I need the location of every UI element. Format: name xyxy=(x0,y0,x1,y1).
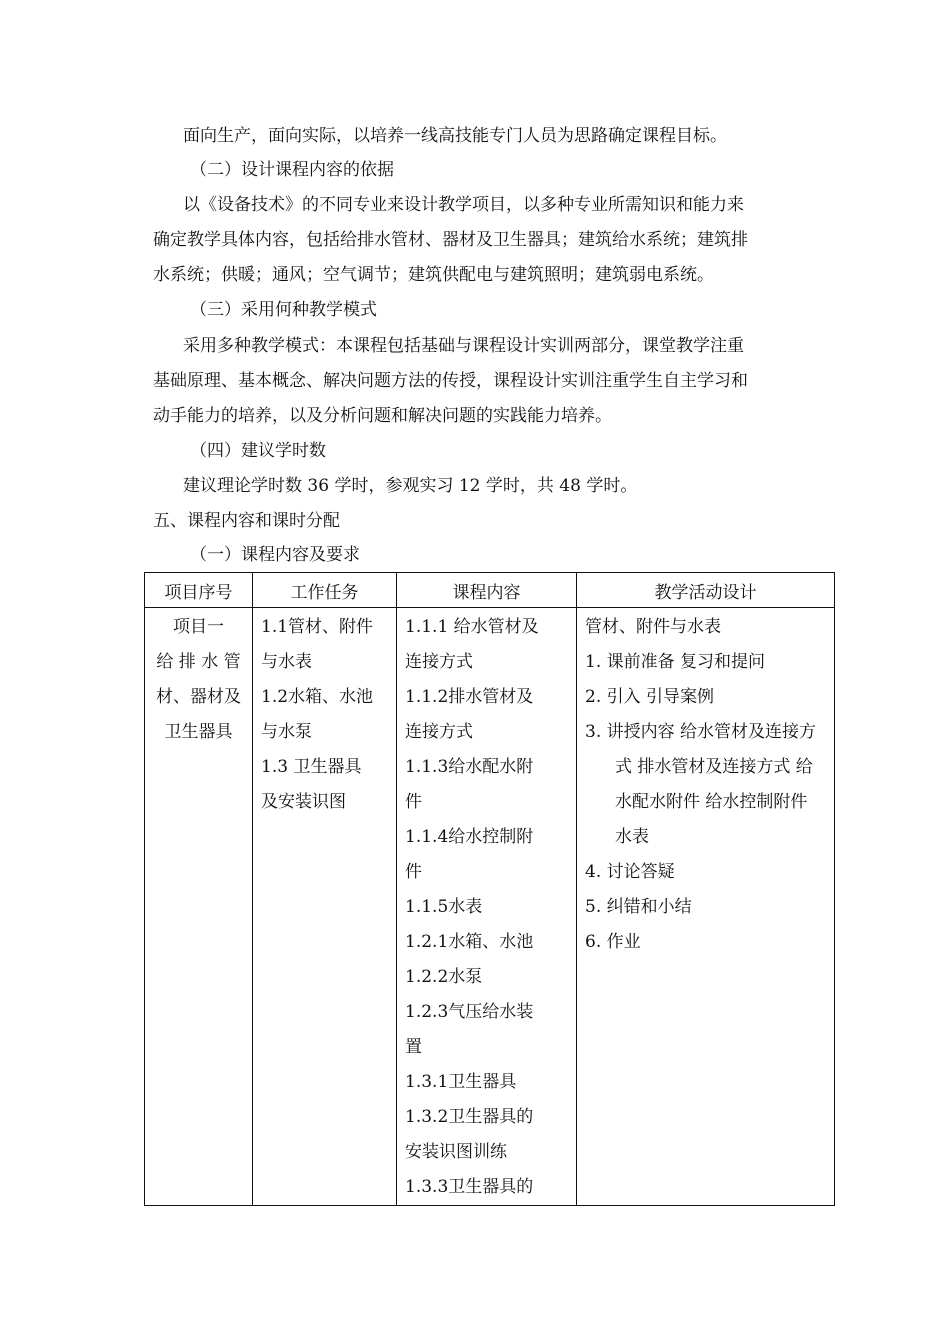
task-line: 与水泵 xyxy=(261,722,312,742)
paragraph-mode-line-2: 基础原理、基本概念、解决问题方法的传授，课程设计实训注重学生自主学习和 xyxy=(153,371,748,391)
paragraph-hours: 建议理论学时数 36 学时，参观实习 12 学时，共 48 学时。 xyxy=(183,476,638,496)
activity-item: 5. 纠错和小结 xyxy=(585,897,692,917)
task-line: 及安装识图 xyxy=(261,792,346,812)
content-line: 1.1.4给水控制附 xyxy=(405,827,534,847)
activity-item: 3. 讲授内容 给水管材及连接方式 排水管材及连接方式 给水配水附件 给水控制附件 水表 xyxy=(585,722,817,847)
content-line: 1.2.1水箱、水池 xyxy=(405,932,534,952)
header-project-no: 项目序号 xyxy=(145,573,253,608)
activity-cell xyxy=(577,608,835,1206)
content-line: 连接方式 xyxy=(405,652,473,672)
project-cell xyxy=(145,608,253,1206)
paragraph-course-goal: 面向生产，面向实际，以培养一线高技能专门人员为思路确定课程目标。 xyxy=(183,126,727,146)
heading-suggested-hours: （四）建议学时数 xyxy=(190,441,326,461)
header-work-task: 工作任务 xyxy=(253,573,397,608)
paragraph-mode-line-1: 采用多种教学模式：本课程包括基础与课程设计实训两部分，课堂教学注重 xyxy=(183,336,744,356)
content-line: 1.1.3给水配水附 xyxy=(405,757,534,777)
paragraph-basis-line-1: 以《设备技术》的不同专业来设计教学项目，以多种专业所需知识和能力来 xyxy=(183,195,744,215)
content-line: 1.3.3卫生器具的 xyxy=(405,1177,534,1197)
heading-content-basis: （二）设计课程内容的依据 xyxy=(190,160,394,180)
heading-teaching-mode: （三）采用何种教学模式 xyxy=(190,300,377,320)
content-line: 1.1.5水表 xyxy=(405,897,483,917)
content-line: 1.3.2卫生器具的 xyxy=(405,1107,534,1127)
content-line: 1.1.1 给水管材及 xyxy=(405,617,539,637)
project-line: 卫生器具 xyxy=(164,722,233,742)
content-line: 1.3.1卫生器具 xyxy=(405,1072,517,1092)
task-line: 与水表 xyxy=(261,652,312,672)
activity-item: 1. 课前准备 复习和提问 xyxy=(585,652,766,672)
activity-title: 管材、附件与水表 xyxy=(585,617,721,637)
content-line: 安装识图训练 xyxy=(405,1142,507,1162)
project-line: 给 排 水 管 xyxy=(156,652,241,672)
table-header-row xyxy=(145,573,835,608)
task-line: 1.2水箱、水池 xyxy=(261,687,374,707)
paragraph-basis-line-2: 确定教学具体内容，包括给排水管材、器材及卫生器具；建筑给水系统；建筑排 xyxy=(153,230,748,250)
header-teaching-activity: 教学活动设计 xyxy=(577,573,835,608)
content-line: 置 xyxy=(405,1037,422,1057)
tasks-cell xyxy=(253,608,397,1206)
table-row xyxy=(145,608,835,1206)
project-line: 项目一 xyxy=(173,617,224,637)
course-content-table xyxy=(144,572,835,1206)
content-cell xyxy=(397,608,577,1206)
content-line: 连接方式 xyxy=(405,722,473,742)
header-course-content: 课程内容 xyxy=(397,573,577,608)
activity-item: 2. 引入 引导案例 xyxy=(585,687,715,707)
heading-content-requirements: （一）课程内容及要求 xyxy=(190,545,360,565)
paragraph-mode-line-3: 动手能力的培养，以及分析问题和解决问题的实践能力培养。 xyxy=(153,406,612,426)
content-line: 1.1.2排水管材及 xyxy=(405,687,534,707)
task-line: 1.3 卫生器具 xyxy=(261,757,362,777)
activity-item: 6. 作业 xyxy=(585,932,641,952)
activity-item: 4. 讨论答疑 xyxy=(585,862,675,882)
heading-course-allocation: 五、课程内容和课时分配 xyxy=(153,511,340,531)
content-line: 件 xyxy=(405,862,422,882)
task-line: 1.1管材、附件 xyxy=(261,617,374,637)
content-line: 件 xyxy=(405,792,422,812)
project-line: 材、器材及 xyxy=(156,687,241,707)
content-line: 1.2.2水泵 xyxy=(405,967,483,987)
content-line: 1.2.3气压给水装 xyxy=(405,1002,534,1022)
paragraph-basis-line-3: 水系统；供暖；通风；空气调节；建筑供配电与建筑照明；建筑弱电系统。 xyxy=(153,265,714,285)
